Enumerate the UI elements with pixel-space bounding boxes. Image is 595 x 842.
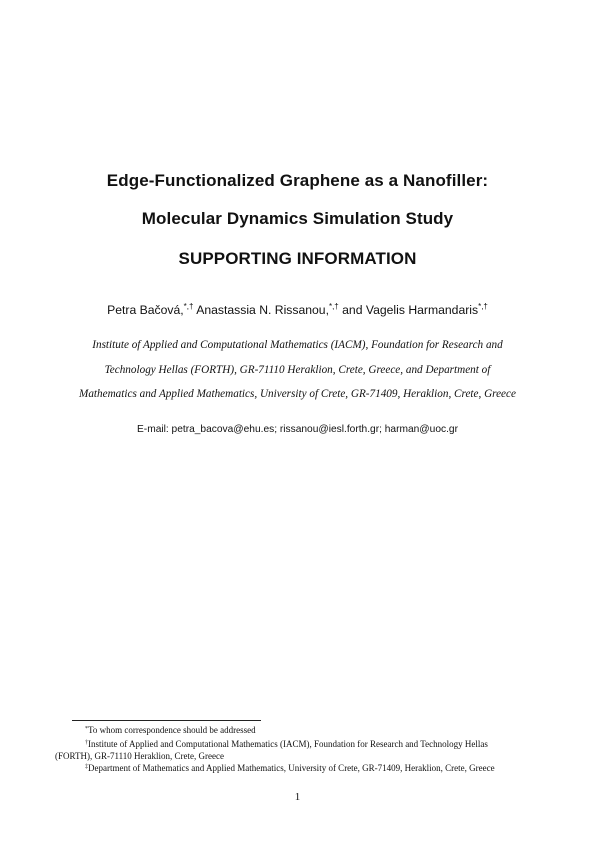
footnote-rule bbox=[72, 720, 261, 721]
footnote-text: Department of Mathematics and Applied Mathematics, University of Crete, GR-71409, Heraklion, Crete, Greece bbox=[88, 763, 495, 773]
author-name: and Vagelis Harmandaris bbox=[342, 303, 479, 317]
author-affiliation-marks: *,† bbox=[183, 302, 194, 311]
affiliation-line-1: Institute of Applied and Computational Mathematics (IACM), Foundation for Research and bbox=[92, 339, 503, 351]
author-list bbox=[0, 302, 595, 318]
author-name: Petra Bačová, bbox=[107, 303, 184, 317]
author-affiliation-marks: *,† bbox=[478, 302, 488, 311]
affiliation-line-2: Technology Hellas (FORTH), GR-71110 Heraklion, Crete, Greece, and Department of bbox=[104, 364, 491, 376]
affiliation-line-3: Mathematics and Applied Mathematics, University of Crete, GR-71409, Heraklion, Crete, Greece bbox=[79, 388, 516, 400]
page-number: 1 bbox=[294, 791, 301, 803]
email-line: E-mail: petra_bacova@ehu.es; rissanou@iesl.forth.gr; harman@uoc.gr bbox=[137, 424, 458, 435]
author-name: Anastassia N. Rissanou, bbox=[196, 303, 329, 317]
footnote-iacm-continuation: (FORTH), GR-71110 Heraklion, Crete, Greece bbox=[55, 751, 224, 761]
footnote-mark: * bbox=[85, 726, 88, 732]
title-line-2: Molecular Dynamics Simulation Study bbox=[141, 209, 454, 228]
footnote-mark: † bbox=[85, 740, 88, 746]
footnote-text: To whom correspondence should be addressed bbox=[88, 725, 256, 735]
footnote-correspondence bbox=[85, 725, 256, 736]
footnote-mark: ‡ bbox=[85, 764, 88, 770]
footnote-text: Institute of Applied and Computational Mathematics (IACM), Foundation for Research and Technology Hellas bbox=[88, 739, 488, 749]
author-affiliation-marks: *,† bbox=[328, 302, 339, 311]
footnote-iacm bbox=[85, 739, 488, 750]
supporting-information-heading: SUPPORTING INFORMATION bbox=[178, 249, 417, 268]
title-line-1: Edge-Functionalized Graphene as a Nanofiller: bbox=[106, 171, 489, 190]
footnote-uoc bbox=[85, 763, 495, 774]
